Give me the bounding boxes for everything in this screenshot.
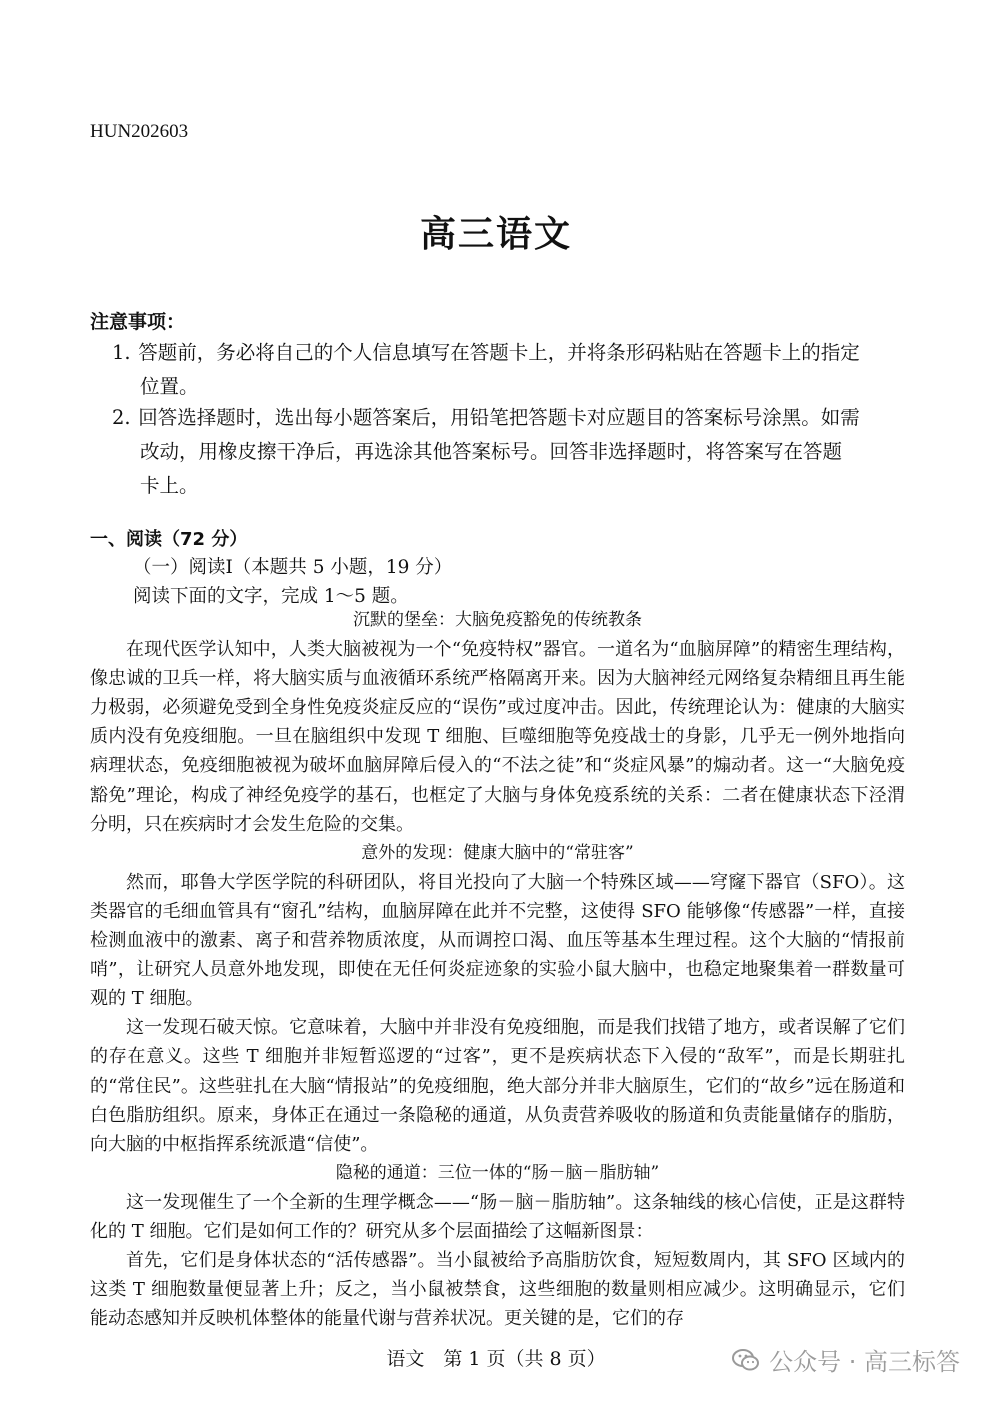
notice-heading: 注意事项： — [90, 311, 186, 333]
wechat-icon — [731, 1347, 761, 1373]
passage-subheading: 意外的发现：健康大脑中的“常驻客” — [361, 842, 634, 863]
notice-text-cont: 卡上。 — [140, 474, 199, 497]
page-footer: 语文 第 1 页（共 8 页） — [386, 1348, 606, 1370]
notice-text: 回答选择题时，选出每小题答案后，用铅笔把答题卡对应题目的答案标号涂黑。如需 — [138, 406, 860, 429]
reading-instruction: 阅读下面的文字，完成 1～5 题。 — [133, 586, 409, 607]
page-title: 高三语文 — [419, 214, 572, 255]
exam-code: HUN202603 — [90, 121, 189, 142]
subsection-heading: （一）阅读Ⅰ（本题共 5 小题，19 分） — [133, 557, 453, 578]
passage-paragraph: 首先，它们是身体状态的“活传感器”。当小鼠被给予高脂肪饮食，短短数周内，其 SFO 区域内的这类 T 细胞数量便显著上升；反之，当小鼠被禁食，这些细胞的数量则相应减少。这明确显示，它们能动态感知并反映机体整体的能量代谢与营养状况。更关键的是，它们的存 — [90, 1250, 905, 1330]
notice-number: 1. — [112, 341, 131, 364]
notice-item-1 — [112, 336, 912, 404]
passage-paragraph: 在现代医学认知中，人类大脑被视为一个“免疫特权”器官。一道名为“血脑屏障”的精密生理结构，像忠诚的卫兵一样，将大脑实质与血液循环系统严格隔离开来。因为大脑神经元网络复杂精细且再生能力极弱，必须避免受到全身性免疫炎症反应的“误伤”或过度冲击。因此，传统理论认为：健康的大脑实质内没有免疫细胞。一旦在脑组织中发现 T 细胞、巨噬细胞等免疫战士的身影，几乎无一例外地指向病理状态，免疫细胞被视为破坏血脑屏障后侵入的“不法之徒”和“炎症风暴”的煽动者。这一“大脑免疫豁免”理论，构成了神经免疫学的基石，也框定了大脑与身体免疫系统的关系：二者在健康状态下泾渭分明，只在疾病时才会发生危险的交集。 — [90, 639, 905, 835]
notice-text: 答题前，务必将自己的个人信息填写在答题卡上，并将条形码粘贴在答题卡上的指定 — [138, 341, 860, 364]
notice-number: 2. — [112, 406, 131, 429]
section-heading: 一、阅读（72 分） — [90, 529, 248, 550]
passage-paragraph: 这一发现石破天惊。它意味着，大脑中并非没有免疫细胞，而是我们找错了地方，或者误解了它们的存在意义。这些 T 细胞并非短暂巡逻的“过客”，更不是疾病状态下入侵的“敌军”，而是长期驻扎的“常住民”。这些驻扎在大脑“情报站”的免疫细胞，绝大部分并非大脑原生，它们的“故乡”远在肠道和白色脂肪组织。原来，身体正在通过一条隐秘的通道，从负责营养吸收的肠道和负责能量储存的脂肪，向大脑的中枢指挥系统派遣“信使”。 — [90, 1017, 905, 1155]
passage-paragraph: 这一发现催生了一个全新的生理学概念——“肠－脑－脂肪轴”。这条轴线的核心信使，正是这群特化的 T 细胞。它们是如何工作的？研究从多个层面描绘了这幅新图景： — [90, 1191, 905, 1242]
notice-text-cont: 位置。 — [140, 375, 199, 398]
notice-item-2 — [112, 401, 912, 503]
watermark-text: 公众号 · 高三标答 — [769, 1348, 960, 1376]
reading-passage — [90, 606, 905, 1333]
passage-subheading: 沉默的堡垒：大脑免疫豁免的传统教条 — [353, 610, 642, 630]
watermark — [727, 1340, 964, 1379]
notice-text-cont: 改动，用橡皮擦干净后，再选涂其他答案标号。回答非选择题时，将答案写在答题 — [140, 440, 843, 463]
passage-paragraph: 然而，耶鲁大学医学院的科研团队，将目光投向了大脑一个特殊区域——穹窿下器官（SFO）。这类器官的毛细血管具有“窗孔”结构，血脑屏障在此并不完整，这使得 SFO 能够像“传感器”一样，直接检测血液中的激素、离子和营养物质浓度，从而调控口渴、血压等基本生理过程。这个大脑的“情报前哨”，让研究人员意外地发现，即使在无任何炎症迹象的实验小鼠大脑中，也稳定地聚集着一群数量可观的 T 细胞。 — [90, 871, 905, 1010]
passage-subheading: 隐秘的通道：三位一体的“肠－脑－脂肪轴” — [335, 1162, 660, 1183]
